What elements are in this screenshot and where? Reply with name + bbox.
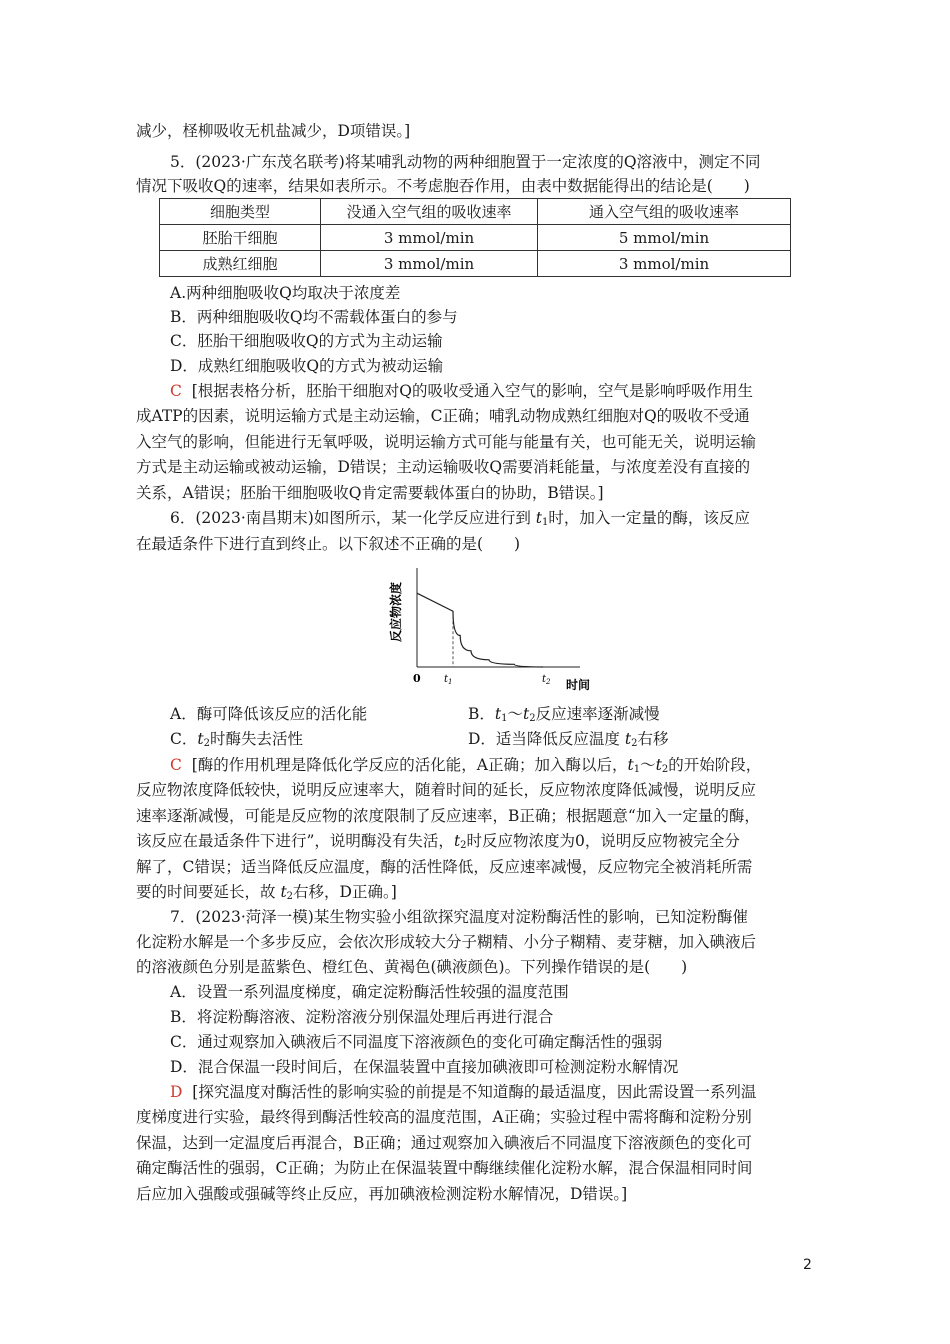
table-cell: 3 mmol/min [321, 225, 538, 251]
option-a: A．设置一系列温度梯度，确定淀粉酶活性较强的温度范围 [170, 983, 569, 1001]
option-b: B．将淀粉酶溶液、淀粉溶液分别保温处理后再进行混合 [170, 1008, 554, 1026]
symbol-t: t [197, 730, 204, 748]
option-b: B．两种细胞吸收Q均不需载体蛋白的参与 [170, 308, 458, 326]
answer-5 [170, 381, 753, 401]
subscript: 2 [661, 764, 669, 775]
subscript: 2 [203, 738, 210, 749]
x-tick-t1-sub: 1 [448, 678, 453, 686]
answer-line: 解了，C错误；适当降低反应温度，酶的活性降低，反应速率减慢，反应物完全被消耗所需 [136, 858, 753, 876]
table-row [160, 251, 791, 277]
answer-text: 时反应物浓度为0，说明反应物被完全分 [466, 832, 740, 850]
option-c: C．通过观察加入碘液后不同温度下溶液颜色的变化可确定酶活性的强弱 [170, 1033, 663, 1051]
symbol-t: t [494, 705, 502, 723]
y-axis-label [388, 582, 403, 642]
option-text: 反应速率逐渐减慢 [535, 705, 660, 723]
answer-letter: C [170, 756, 182, 774]
answer-text: [酶的作用机理是降低化学反应的活化能，A正确；加入酶以后， [191, 756, 628, 774]
page-number: 2 [803, 1257, 812, 1273]
answer-line: 后应加入强酸或强碱等终止反应，再加碘液检测淀粉水解情况，D错误。] [136, 1185, 628, 1203]
question-7-stem: 的溶液颜色分别是蓝紫色、橙红色、黄褐色(碘液颜色)。下列操作错误的是( ) [136, 958, 688, 976]
x-tick-t2 [542, 674, 551, 686]
symbol-t: t [627, 756, 634, 774]
answer-7 [170, 1082, 756, 1102]
answer-letter: C [170, 382, 182, 400]
option-prefix: C． [170, 730, 198, 748]
y-axis-label-text: 反应物浓度 [389, 581, 403, 643]
question-5-stem: 情况下吸收Q的速率，结果如表所示。不考虑胞吞作用，由表中数据能得出的结论是( ) [136, 177, 750, 195]
table-cell: 成熟红细胞 [160, 251, 321, 277]
table-header-row [160, 199, 791, 225]
option-text: 右移 [637, 730, 669, 748]
answer-text: 右移，D正确。] [293, 883, 397, 901]
text-line: 减少，柽柳吸收无机盐减少，D项错误。] [136, 122, 411, 140]
answer-line: 度梯度进行实验，最终得到酶活性较高的温度范围，A正确；实验过程中需将酶和淀粉分别 [136, 1108, 752, 1126]
answer-text: 该反应在最适条件下进行”，说明酶没有失活， [136, 832, 454, 850]
table-header: 没通入空气组的吸收速率 [321, 199, 538, 225]
x-tick-t2-sub: 2 [546, 678, 551, 686]
answer-line: 入空气的影响，但能进行无氧呼吸，说明运输方式可能与能量有关，也可能无关，说明运输 [136, 433, 757, 451]
symbol-t: t [535, 509, 543, 527]
subscript: 1 [501, 713, 508, 724]
symbol-t: t [453, 832, 461, 850]
option-b [468, 704, 660, 729]
answer-line [136, 882, 397, 907]
symbol-t: t [523, 705, 530, 723]
option-a: A.两种细胞吸收Q均取决于浓度差 [170, 284, 401, 302]
subscript: 1 [633, 764, 641, 775]
answer-line: 成ATP的因素，说明运输方式是主动运输，C正确；哺乳动物成熟红细胞对Q的吸收不受通 [136, 407, 750, 425]
answer-text: 的开始阶段， [668, 756, 762, 774]
data-table [159, 198, 791, 277]
tilde: ～ [640, 756, 656, 774]
answer-line [136, 831, 740, 856]
answer-line: 速率逐渐减慢，可能是反应物的浓度限制了反应速率，B正确；根据题意“加入一定量的酶， [136, 807, 760, 825]
question-5-stem: 5．(2023·广东茂名联考)将某哺乳动物的两种细胞置于一定浓度的Q溶液中，测定不同 [170, 153, 761, 171]
answer-line: 保温，达到一定温度后再混合，B正确；通过观察加入碘液后不同温度下溶液颜色的变化可 [136, 1134, 752, 1152]
question-6-stem: 在最适条件下进行直到终止。以下叙述不正确的是( ) [136, 535, 521, 553]
table-cell: 3 mmol/min [538, 251, 791, 277]
option-c: C．胚胎干细胞吸收Q的方式为主动运输 [170, 332, 443, 350]
tilde: ～ [507, 705, 524, 723]
table-cell: 3 mmol/min [321, 251, 538, 277]
option-prefix: B． [468, 705, 495, 723]
symbol-t: t [655, 756, 662, 774]
table-header: 细胞类型 [160, 199, 321, 225]
stem-text: 6．(2023·南昌期末)如图所示，某一化学反应进行到 [170, 509, 531, 527]
answer-letter: D [170, 1083, 183, 1101]
subscript: 2 [460, 840, 467, 851]
table-row [160, 225, 791, 251]
answer-line: 方式是主动运输或被动运输，D错误；主动运输吸收Q需要消耗能量，与浓度差没有直接的 [136, 458, 751, 476]
option-a: A．酶可降低该反应的活化能 [170, 705, 368, 723]
x-tick-t1-label: t [444, 674, 449, 685]
answer-text: [探究温度对酶活性的影响实验的前提是不知道酶的最适温度，因此需设置一系列温 [192, 1083, 757, 1101]
symbol-t: t [624, 730, 632, 748]
answer-line: 关系，A错误；胚胎干细胞吸收Q肯定需要载体蛋白的协助，B错误。] [136, 484, 604, 502]
option-prefix: D．适当降低反应温度 [468, 730, 625, 748]
option-text: 时酶失去活性 [209, 730, 303, 748]
answer-text: [根据表格分析，胚胎干细胞对Q的吸收受通入空气的影响，空气是影响呼吸作用生 [191, 382, 753, 400]
x-axis-label: 时间 [566, 678, 591, 692]
x-tick-t1 [444, 674, 453, 686]
option-d: D．混合保温一段时间后，在保温装置中直接加碘液即可检测淀粉水解情况 [170, 1058, 679, 1076]
table-cell: 5 mmol/min [538, 225, 791, 251]
reaction-chart [380, 560, 600, 696]
question-7-stem: 7．(2023·菏泽一模)某生物实验小组欲探究温度对淀粉酶活性的影响，已知淀粉酶催 [170, 908, 748, 926]
option-c [170, 729, 303, 754]
concentration-curve [417, 593, 543, 667]
question-6-stem [170, 508, 750, 533]
symbol-t: t [280, 883, 287, 901]
option-d: D．成熟红细胞吸收Q的方式为被动运输 [170, 357, 444, 375]
question-7-stem: 化淀粉水解是一个多步反应，会依次形成较大分子糊精、小分子糊精、麦芽糖，加入碘液后 [136, 933, 757, 951]
answer-line: 确定酶活性的强弱，C正确；为防止在保温装置中酶继续催化淀粉水解，混合保温相同时间 [136, 1159, 753, 1177]
answer-text: 要的时间要延长，故 [136, 883, 281, 901]
table-header: 通入空气组的吸收速率 [538, 199, 791, 225]
table-cell: 胚胎干细胞 [160, 225, 321, 251]
subscript: 2 [286, 891, 294, 902]
subscript: 2 [529, 713, 536, 724]
subscript: 2 [631, 738, 638, 749]
origin-label: 0 [413, 672, 421, 685]
x-tick-t2-label: t [542, 674, 547, 685]
option-d [468, 729, 668, 754]
subscript: 1 [542, 517, 549, 528]
answer-6 [170, 755, 761, 780]
stem-text: 时，加入一定量的酶，该反应 [548, 509, 750, 527]
answer-line: 反应物浓度降低较快，说明反应速率大，随着时间的延长，反应物浓度降低减慢，说明反应 [136, 781, 757, 799]
